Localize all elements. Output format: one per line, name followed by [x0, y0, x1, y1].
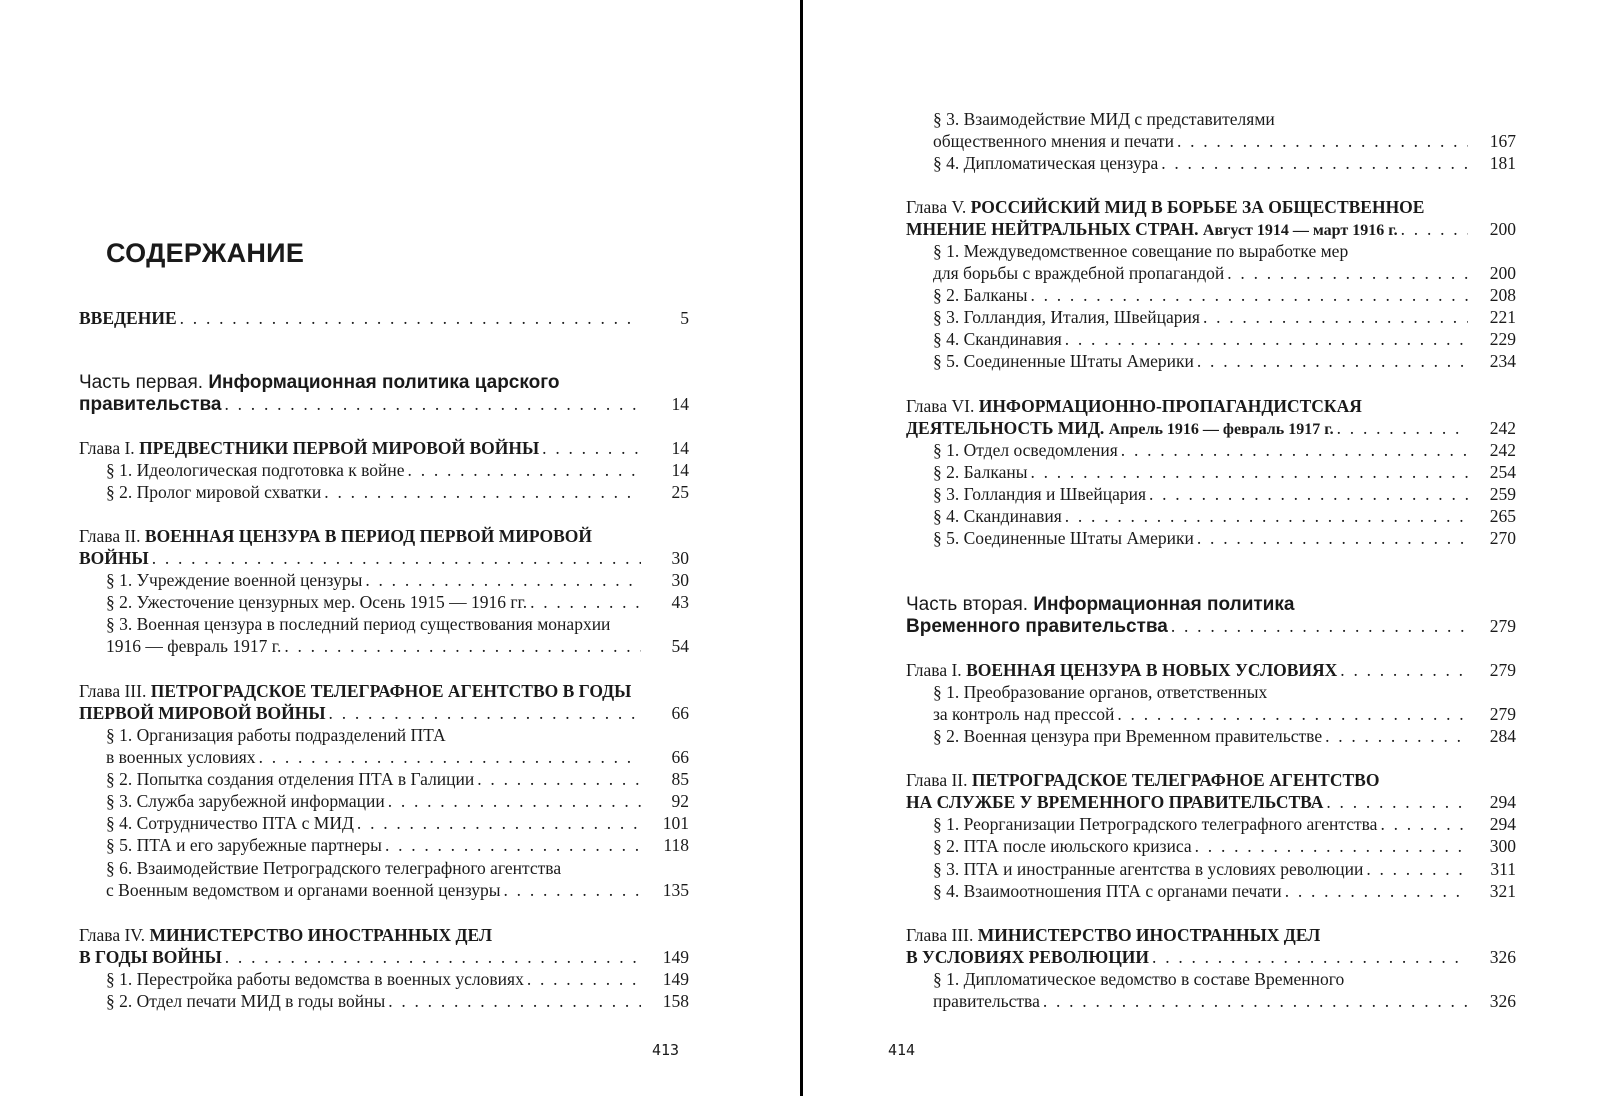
- toc-entry-section[interactable]: в военных условиях . . . 66: [106, 746, 689, 768]
- toc-page-number: 14: [671, 438, 689, 458]
- toc-entry-section[interactable]: за контроль над прессой . . . 279: [933, 703, 1516, 725]
- part-heading: Часть вторая. Информационная политика: [906, 594, 1295, 615]
- toc-entry-chapter[interactable]: ПЕРВОЙ МИРОВОЙ ВОЙНЫ . . . 66: [79, 702, 689, 724]
- toc-entry-section[interactable]: для борьбы с враждебной пропагандой . . . 200: [933, 262, 1516, 284]
- toc-entry-section[interactable]: § 5. Соединенные Штаты Америки . . . 270: [933, 527, 1516, 549]
- toc-entry-section[interactable]: § 3. ПТА и иностранные агентства в условиях революции . . . 311: [933, 858, 1516, 880]
- toc-entry-chapter[interactable]: НА СЛУЖБЕ У ВРЕМЕННОГО ПРАВИТЕЛЬСТВА . . . 294: [906, 791, 1516, 813]
- section-heading: § 3. Взаимодействие МИД с представителями: [933, 109, 1275, 129]
- toc-entry-section[interactable]: § 4. Дипломатическая цензура . . . 181: [933, 152, 1516, 174]
- toc-entry-section[interactable]: § 2. Попытка создания отделения ПТА в Галиции . . . 85: [106, 768, 689, 790]
- toc-entry-section[interactable]: § 3. Голландия, Италия, Швейцария . . . 221: [933, 306, 1516, 328]
- toc-entry-section[interactable]: § 4. Взаимоотношения ПТА с органами печати . . . 321: [933, 880, 1516, 902]
- toc-entry-section[interactable]: общественного мнения и печати . . . 167: [933, 130, 1516, 152]
- toc-entry-introduction[interactable]: [79, 307, 689, 329]
- toc-entry-chapter[interactable]: В УСЛОВИЯХ РЕВОЛЮЦИИ . . . 326: [906, 946, 1516, 968]
- toc-entry-section[interactable]: § 2. Пролог мировой схватки . . . 25: [106, 481, 689, 503]
- toc-entry-section[interactable]: § 1. Учреждение военной цензуры . . . 30: [106, 569, 689, 591]
- section-heading: § 3. Военная цензура в последний период существования монархии: [106, 614, 611, 634]
- toc-entry-section[interactable]: § 4. Сотрудничество ПТА с МИД . . . 101: [106, 812, 689, 834]
- toc-entry-section[interactable]: с Военным ведомством и органами военной цензуры . . . 135: [106, 879, 689, 901]
- section-heading: § 6. Взаимодействие Петроградского телеграфного агентства: [106, 858, 562, 878]
- toc-entry-section[interactable]: § 5. ПТА и его зарубежные партнеры . . . 118: [106, 834, 689, 856]
- toc-page-number: 5: [680, 308, 689, 328]
- toc-page-number: 279: [1489, 616, 1516, 636]
- toc-entry-chapter[interactable]: Глава I. ВОЕННАЯ ЦЕНЗУРА В НОВЫХ УСЛОВИЯХ . . . 279: [906, 659, 1516, 681]
- toc-page-number: 149: [662, 947, 689, 967]
- toc-page-number: 279: [1489, 660, 1516, 680]
- toc-entry-chapter[interactable]: В ГОДЫ ВОЙНЫ . . . 149: [79, 946, 689, 968]
- toc-entry-section[interactable]: § 4. Скандинавия . . . 229: [933, 328, 1516, 350]
- section-heading: § 1. Междуведомственное совещание по выработке мер: [933, 241, 1349, 261]
- section-heading: § 1. Организация работы подразделений ПТА: [106, 725, 446, 745]
- toc-page-number: 242: [1489, 418, 1516, 438]
- toc-entry-part-two[interactable]: Временного правительства . . . 279: [906, 615, 1516, 637]
- chapter-heading: Глава III. ПЕТРОГРАДСКОЕ ТЕЛЕГРАФНОЕ АГЕНТСТВО В ГОДЫ: [79, 681, 632, 701]
- toc-entry-chapter[interactable]: Глава I. ПРЕДВЕСТНИКИ ПЕРВОЙ МИРОВОЙ ВОЙНЫ . . . 14: [79, 437, 689, 459]
- toc-entry-section[interactable]: § 1. Отдел осведомления . . . 242: [933, 439, 1516, 461]
- toc-page-number: 326: [1489, 947, 1516, 967]
- toc-entry-section[interactable]: § 2. ПТА после июльского кризиса . . . 300: [933, 835, 1516, 857]
- toc-entry-section[interactable]: § 1. Перестройка работы ведомства в военных условиях . . . 149: [106, 968, 689, 990]
- toc-page-number: 14: [671, 394, 689, 414]
- chapter-heading: Глава IV. МИНИСТЕРСТВО ИНОСТРАННЫХ ДЕЛ: [79, 925, 493, 945]
- toc-entry-title: правительства: [79, 394, 222, 415]
- chapter-title: ПРЕДВЕСТНИКИ ПЕРВОЙ МИРОВОЙ ВОЙНЫ: [139, 438, 540, 458]
- toc-entry-section[interactable]: 1916 — февраль 1917 г. . . . 54: [106, 635, 689, 657]
- toc-entry-section[interactable]: § 4. Скандинавия . . . 265: [933, 505, 1516, 527]
- toc-entry-section[interactable]: § 3. Служба зарубежной информации . . . 92: [106, 790, 689, 812]
- toc-entry-part-one[interactable]: [79, 393, 689, 415]
- toc-entry-section[interactable]: § 1. Идеологическая подготовка к войне . . . 14: [106, 459, 689, 481]
- toc-entry-section[interactable]: § 5. Соединенные Штаты Америки . . . 234: [933, 350, 1516, 372]
- chapter-heading: Глава VI. ИНФОРМАЦИОННО-ПРОПАГАНДИСТСКАЯ: [906, 396, 1362, 416]
- toc-entry-chapter[interactable]: ВОЙНЫ . . . 30: [79, 547, 689, 569]
- toc-entry-section[interactable]: § 2. Ужесточение цензурных мер. Осень 1915 — 1916 гг. . . . 43: [106, 591, 689, 613]
- section-heading: § 1. Дипломатическое ведомство в составе Временного: [933, 969, 1345, 989]
- toc-entry-chapter[interactable]: МНЕНИЕ НЕЙТРАЛЬНЫХ СТРАН. Август 1914 — март 1916 г. . . . 200: [906, 218, 1516, 240]
- chapter-heading: Глава II. ПЕТРОГРАДСКОЕ ТЕЛЕГРАФНОЕ АГЕНТСТВО: [906, 770, 1380, 790]
- toc-page-number: 200: [1489, 219, 1516, 239]
- toc-entry-section[interactable]: § 2. Отдел печати МИД в годы войны . . . 158: [106, 990, 689, 1012]
- toc-page-number: 30: [671, 548, 689, 568]
- chapter-heading: Глава III. МИНИСТЕРСТВО ИНОСТРАННЫХ ДЕЛ: [906, 925, 1321, 945]
- toc-entry-section[interactable]: § 1. Реорганизации Петроградского телеграфного агентства . . . 294: [933, 813, 1516, 835]
- toc-entry-section[interactable]: § 2. Балканы . . . 254: [933, 461, 1516, 483]
- toc-entry-title: ВВЕДЕНИЕ: [79, 308, 177, 328]
- part-heading: Часть первая. Информационная политика царского: [79, 372, 560, 393]
- page-number: 413: [652, 1041, 680, 1059]
- section-heading: § 1. Преобразование органов, ответственных: [933, 682, 1268, 702]
- toc-page-number: 66: [671, 703, 689, 723]
- chapter-heading: Глава V. РОССИЙСКИЙ МИД В БОРЬБЕ ЗА ОБЩЕСТВЕННОЕ: [906, 197, 1425, 217]
- page-number: 414: [888, 1041, 916, 1059]
- toc-entry-chapter[interactable]: ДЕЯТЕЛЬНОСТЬ МИД. Апрель 1916 — февраль 1917 г. . . . 242: [906, 417, 1516, 439]
- page-gutter: [800, 0, 803, 1096]
- toc-entry-section[interactable]: § 2. Военная цензура при Временном правительстве . . . 284: [933, 725, 1516, 747]
- chapter-heading: Глава II. ВОЕННАЯ ЦЕНЗУРА В ПЕРИОД ПЕРВОЙ МИРОВОЙ: [79, 526, 592, 546]
- page-title: СОДЕРЖАНИЕ: [106, 238, 305, 268]
- toc-page-number: 294: [1489, 792, 1516, 812]
- toc-entry-section[interactable]: § 2. Балканы . . . 208: [933, 284, 1516, 306]
- toc-entry-section[interactable]: § 3. Голландия и Швейцария . . . 259: [933, 483, 1516, 505]
- toc-entry-section[interactable]: правительства . . . 326: [933, 990, 1516, 1012]
